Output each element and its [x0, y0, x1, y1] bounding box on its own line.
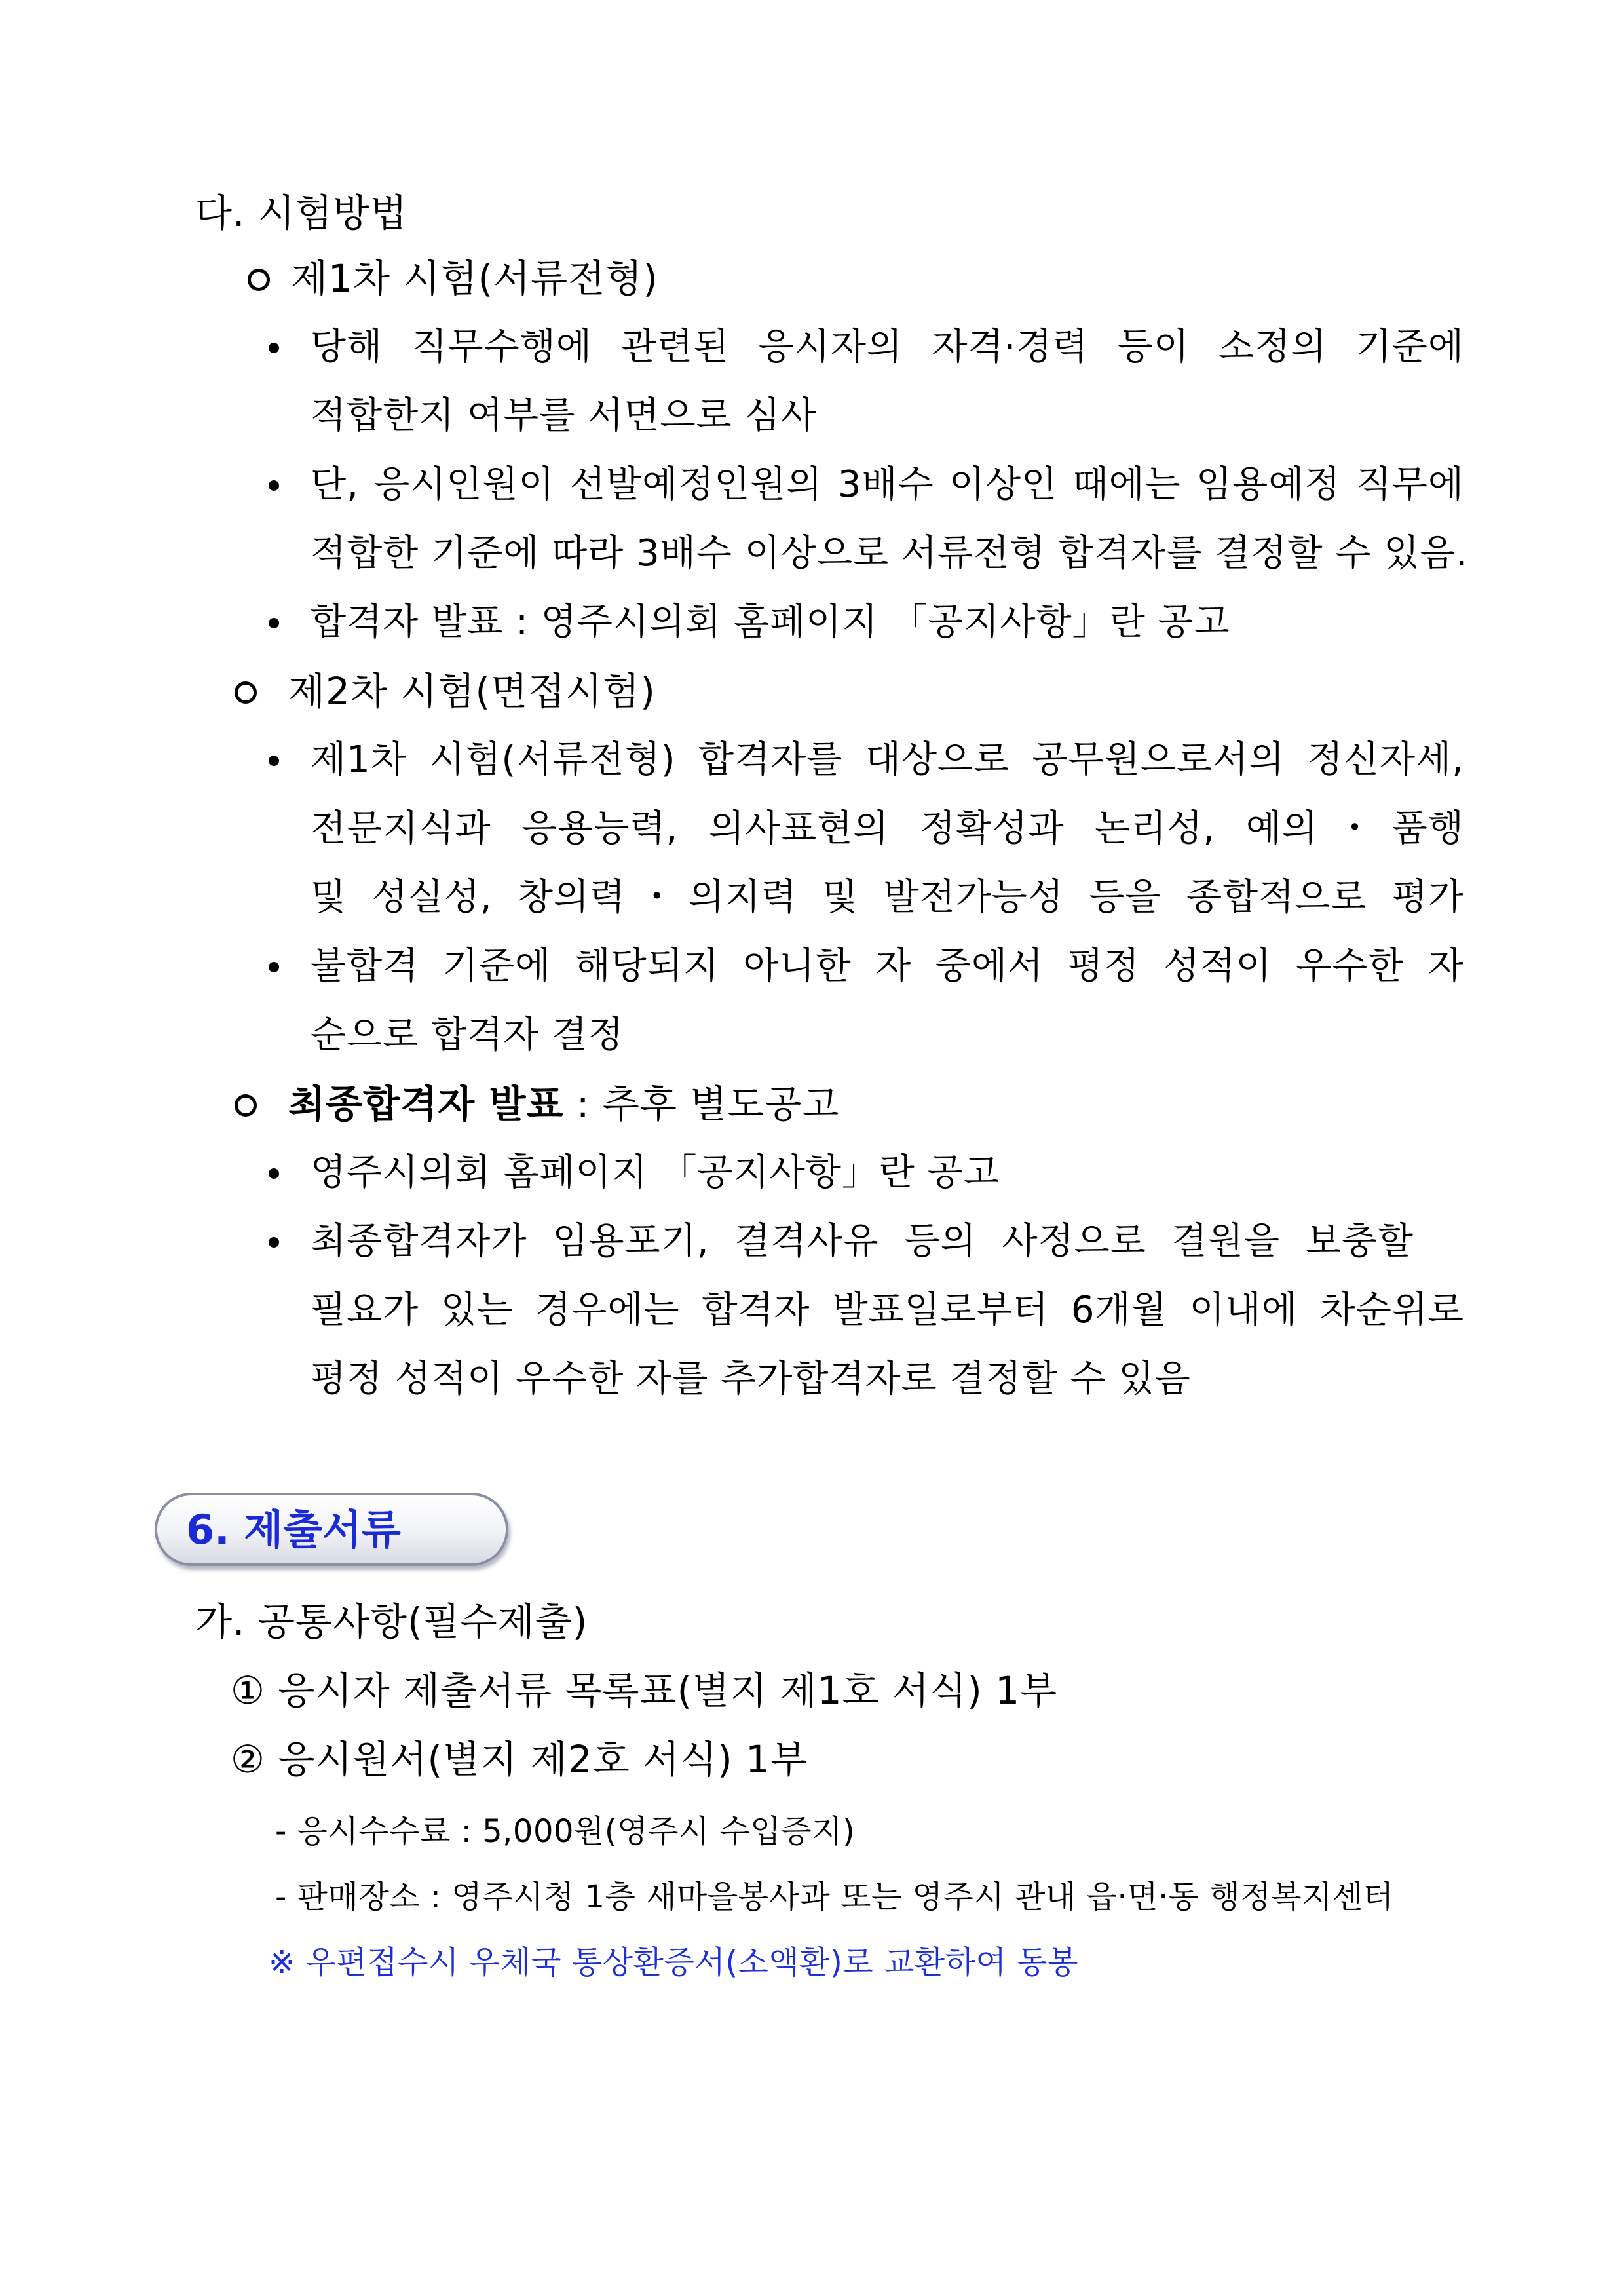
bullet-dot-icon — [269, 962, 279, 972]
bullet-dot-icon — [269, 756, 279, 766]
round2-item — [235, 668, 656, 714]
final-bullet1 — [269, 1150, 1000, 1196]
fee-note: - 응시수수료 : 5,000원(영주시 수입증지) — [275, 1813, 856, 1850]
round2-bullet2-line1 — [269, 944, 1464, 989]
bullet-dot-icon — [269, 1237, 279, 1248]
round1-bullet1-line2: 적합한지 여부를 서면으로 심사 — [311, 394, 817, 437]
section-ga-title: 가. 공통사항(필수제출) — [195, 1599, 588, 1644]
round1-bullet3-text: 합격자 발표 : 영주시의회 홈페이지 「공지사항」란 공고 — [311, 601, 1230, 643]
final-title: 최종합격자 발표 — [288, 1082, 564, 1126]
circle-bullet-icon — [248, 269, 270, 291]
document-item-1: ① 응시자 제출서류 목록표(별지 제1호 서식) 1부 — [231, 1668, 1058, 1713]
round1-bullet3 — [269, 600, 1230, 645]
final-bullet2-line2: 필요가 있는 경우에는 합격자 발표일로부터 6개월 이내에 차순위로 — [311, 1289, 1464, 1331]
bullet-dot-icon — [269, 618, 279, 628]
sales-location-note: - 판매장소 : 영주시청 1층 새마을봉사과 또는 영주시 관내 읍·면·동 행정복지센터 — [275, 1879, 1394, 1915]
bullet-dot-icon — [269, 1168, 279, 1179]
round2-bullet1-line1 — [269, 737, 1464, 783]
round2-bullet1-text1: 제1차 시험(서류전형) 합격자를 대상으로 공무원으로서의 정신자세, — [311, 738, 1464, 781]
section6-heading-box — [155, 1493, 508, 1566]
final-bullet2-line1 — [269, 1219, 1414, 1265]
document-item-2: ② 응시원서(별지 제2호 서식) 1부 — [231, 1737, 808, 1782]
final-item — [235, 1081, 839, 1127]
final-bullet2-line3: 평정 성적이 우수한 자를 추가합격자로 결정할 수 있음 — [311, 1358, 1191, 1400]
round2-bullet2-line2: 순으로 합격자 결정 — [311, 1014, 624, 1056]
circle-bullet-icon — [235, 681, 257, 704]
round1-bullet2-line1 — [269, 462, 1464, 508]
round2-bullet2-text1: 불합격 기준에 해당되지 아니한 자 중에서 평정 성적이 우수한 자 — [311, 945, 1464, 987]
bullet-dot-icon — [269, 480, 279, 491]
section-da-title: 다. 시험방법 — [195, 191, 408, 235]
bullet-dot-icon — [269, 343, 279, 353]
postal-note: ※ 우편접수시 우체국 통상환증서(소액환)로 교환하여 동봉 — [269, 1944, 1078, 1981]
final-bullet1-text: 영주시의회 홈페이지 「공지사항」란 공고 — [311, 1151, 1000, 1194]
round1-bullet1-text1: 당해 직무수행에 관련된 응시자의 자격·경력 등이 소정의 기준에 — [311, 326, 1464, 368]
section6-heading: 6. 제출서류 — [186, 1506, 401, 1554]
round1-bullet2-line2: 적합한 기준에 따라 3배수 이상으로 서류전형 합격자를 결정할 수 있음. — [311, 532, 1469, 575]
round1-title: 제1차 시험(서류전형) — [291, 256, 658, 301]
round1-bullet1-line1 — [269, 324, 1464, 370]
round2-bullet1-line2: 전문지식과 응용능력, 의사표현의 정확성과 논리성, 예의・품행 — [311, 807, 1464, 850]
final-bullet2-text1: 최종합격자가 임용포기, 결격사유 등의 사정으로 결원을 보충할 — [311, 1220, 1414, 1263]
round1-bullet2-text1: 단, 응시인원이 선발예정인원의 3배수 이상인 때에는 임용예정 직무에 — [311, 463, 1464, 506]
circle-bullet-icon — [235, 1094, 257, 1117]
round1-item — [248, 256, 658, 301]
round2-bullet1-line3: 및 성실성, 창의력・의지력 및 발전가능성 등을 종합적으로 평가 — [311, 876, 1464, 919]
final-title-suffix: : 추후 별도공고 — [563, 1082, 840, 1126]
round2-title: 제2차 시험(면접시험) — [288, 669, 656, 714]
